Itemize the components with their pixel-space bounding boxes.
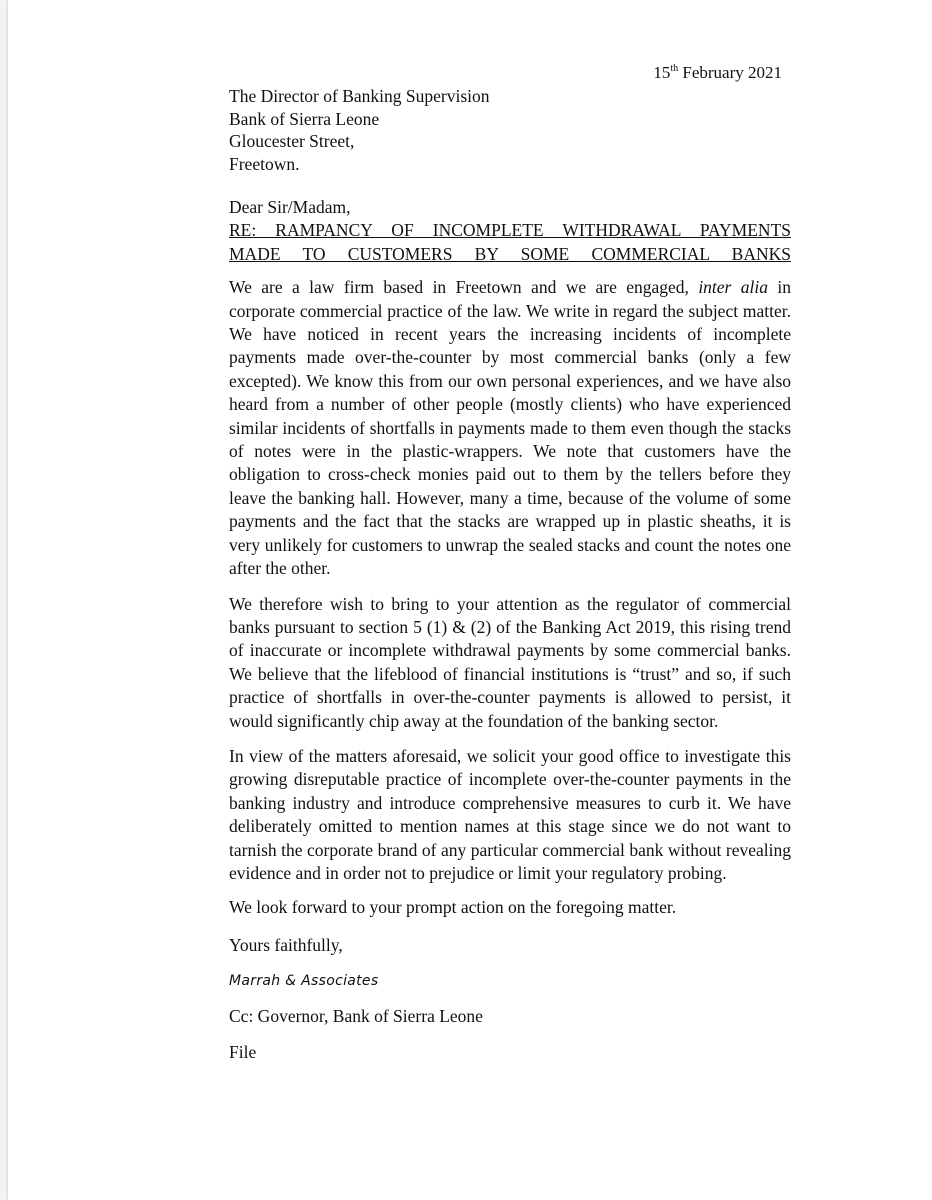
recipient-organization: Bank of Sierra Leone [229, 108, 380, 129]
file-note: File [229, 1041, 257, 1062]
letter-body [229, 196, 791, 1064]
paragraph-3: In view of the matters aforesaid, we solicit your good office to investigate this growing disreputable practice of incomplete over-the-counter payments in the banking industry and introduce comprehensive measures to curb it. We have deliberately omitted to mention names at this stage since we do not want to tarnish the corporate brand of any particular commercial bank without revealing evidence and in order not to prejudice or limit your regulatory probing. [229, 745, 791, 883]
paragraph-1-rest: in corporate commercial practice of the law. We write in regard the subject matter. We have noticed in recent years the increasing incidents of incomplete payments made over-the-counter by most commercial banks (only a few excepted). We know this from our own personal experiences, and we have also heard from a number of other people (mostly clients) who have experienced similar incidents of shortfalls in payments made to them even though the stacks of notes were in the plastic-wrappers. We note that customers have the obligation to cross-check monies paid out to them by the tellers before they leave the banking hall. However, many a time, because of the volume of some payments and the fact that the stacks are wrapped up in plastic sheaths, it is very unlikely for customers to unwrap the sealed stacks and count the notes one after the other. [229, 277, 791, 579]
inter-alia-italic: inter alia [698, 277, 768, 298]
subject-line-2: MADE TO CUSTOMERS BY SOME COMMERCIAL BANKS [229, 243, 791, 264]
signature: Marrah & Associates [229, 973, 379, 990]
letter-page [8, 0, 932, 1200]
paragraph-4: We look forward to your prompt action on the foregoing matter. [229, 897, 677, 918]
recipient-street: Gloucester Street, [229, 131, 355, 151]
subject-line [229, 219, 791, 266]
paragraph-2: We therefore wish to bring to your attention as the regulator of commercial banks pursuant to section 5 (1) & (2) of the Banking Act 2019, this rising trend of inaccurate or incomplete withdrawal payments by some commercial banks. We believe that the lifeblood of financial institutions is “trust” and so, if such practice of shortfalls in over-the-counter payments is allowed to persist, it would significantly chip away at the foundation of the banking sector. [229, 593, 791, 731]
date-suffix: th [670, 63, 679, 74]
salutation: Dear Sir/Madam, [229, 197, 351, 217]
paragraph-1-intro: We are a law firm based in Freetown and we are engaged, [229, 277, 699, 298]
closing: Yours faithfully, [229, 934, 343, 955]
paragraph-1 [229, 276, 791, 580]
recipient-city: Freetown. [229, 153, 300, 174]
letter-date [653, 62, 782, 84]
date-day: 15 [653, 63, 671, 82]
recipient-title: The Director of Banking Supervision [229, 86, 490, 106]
subject-line-1: RE: RAMPANCY OF INCOMPLETE WITHDRAWAL PAYMENTS [229, 220, 791, 241]
cc-line: Cc: Governor, Bank of Sierra Leone [229, 1006, 483, 1027]
recipient-address [229, 85, 490, 175]
date-month-year: February 2021 [678, 63, 782, 82]
